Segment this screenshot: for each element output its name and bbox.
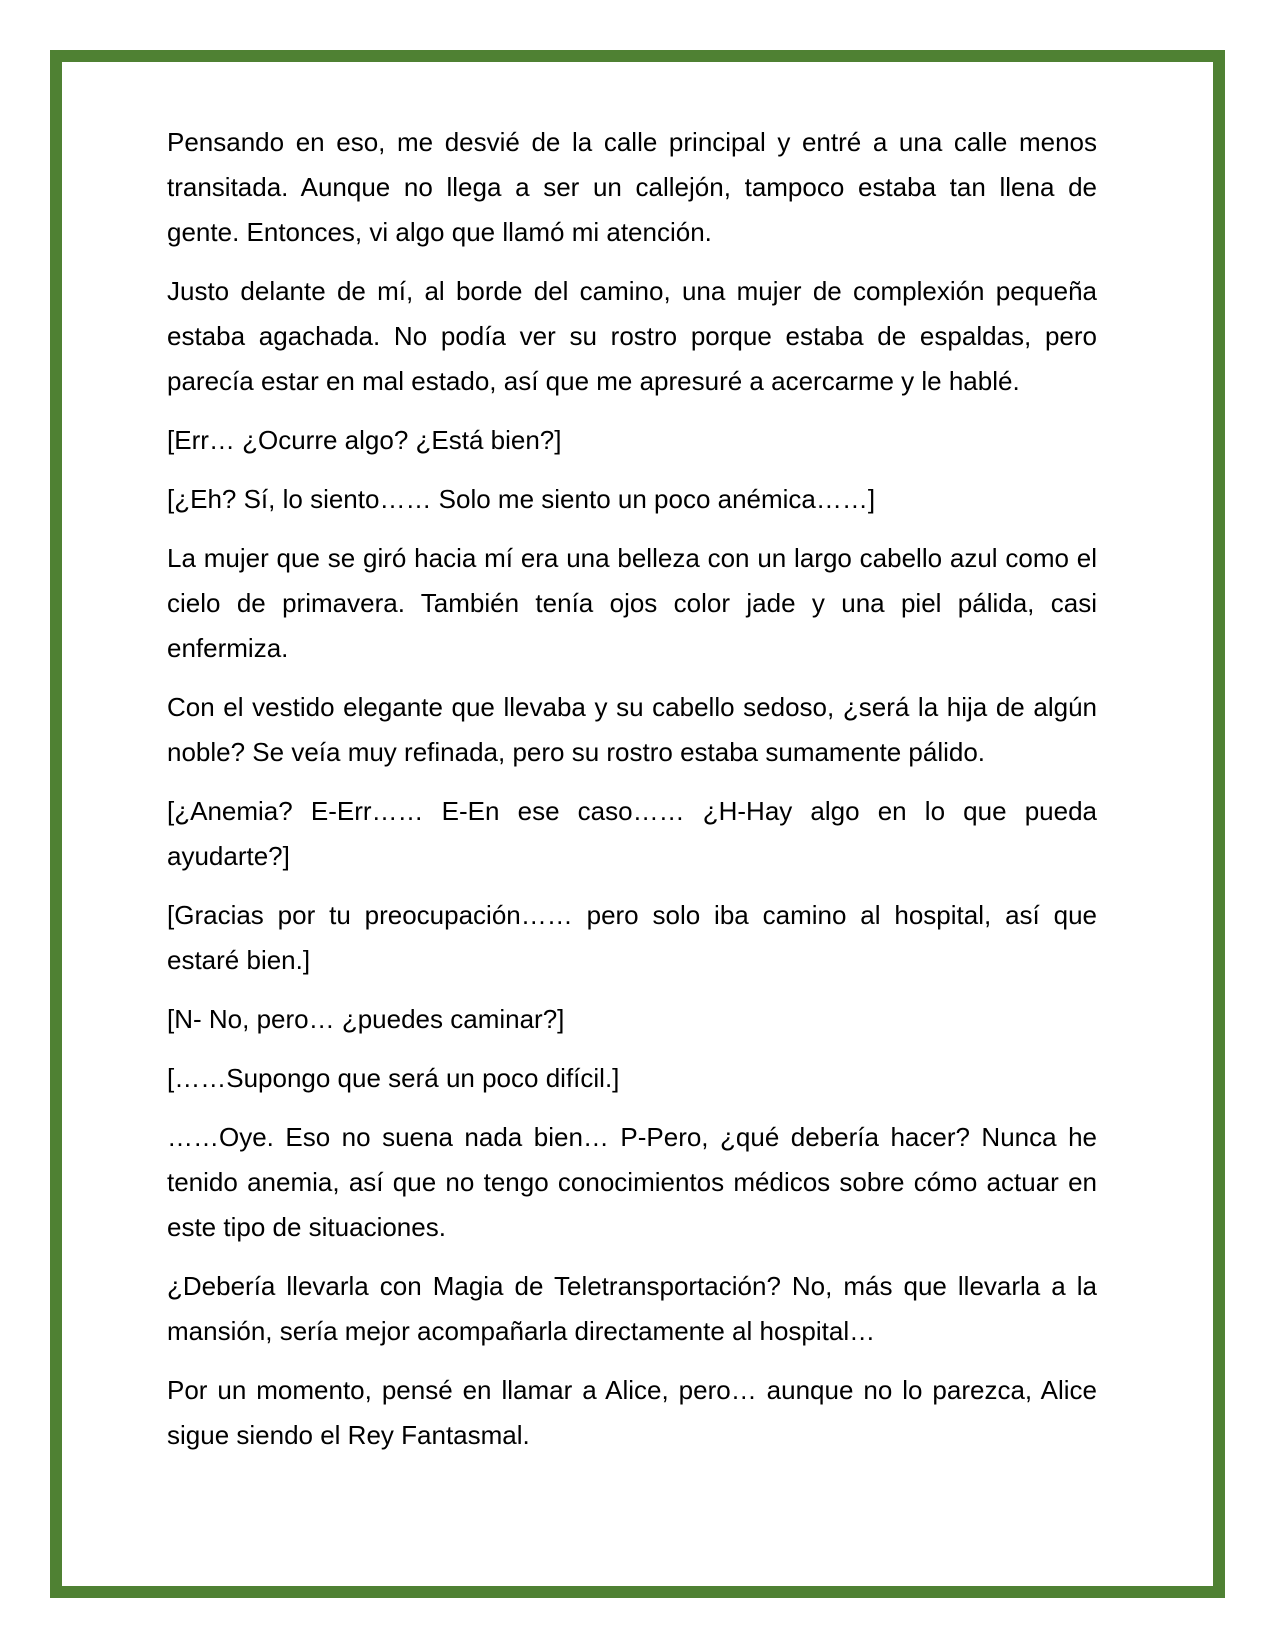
paragraph: ¿Debería llevarla con Magia de Teletransportación? No, más que llevarla a la mansión, sería mejor acompañarla directamente al hospital… (167, 1271, 1097, 1346)
text-content (62, 62, 1213, 1586)
paragraph-dialogue: [¿Eh? Sí, lo siento…… Solo me siento un poco anémica……] (167, 484, 876, 514)
paragraph: Con el vestido elegante que llevaba y su cabello sedoso, ¿será la hija de algún noble? Se veía muy refinada, pero su rostro estaba sumamente pálido. (167, 692, 1097, 767)
paragraph-dialogue: [Err… ¿Ocurre algo? ¿Está bien?] (167, 425, 562, 455)
paragraph-dialogue: [……Supongo que será un poco difícil.] (167, 1063, 620, 1093)
page-border-frame (50, 50, 1225, 1598)
paragraph-dialogue: [¿Anemia? E-Err…… E-En ese caso…… ¿H-Hay algo en lo que pueda ayudarte?] (167, 796, 1097, 871)
paragraph-dialogue: [Gracias por tu preocupación…… pero solo iba camino al hospital, así que estaré bien.] (167, 900, 1097, 975)
paragraph: Justo delante de mí, al borde del camino, una mujer de complexión pequeña estaba agachada. No podía ver su rostro porque estaba de espaldas, pero parecía estar en mal estado, así que me apresuré a acercarme y le hablé. (167, 276, 1097, 396)
paragraph: La mujer que se giró hacia mí era una belleza con un largo cabello azul como el cielo de primavera. También tenía ojos color jade y una piel pálida, casi enfermiza. (167, 543, 1097, 663)
paragraph: ……Oye. Eso no suena nada bien… P-Pero, ¿qué debería hacer? Nunca he tenido anemia, así que no tengo conocimientos médicos sobre cómo actuar en este tipo de situaciones. (167, 1122, 1097, 1242)
paragraph-dialogue: [N- No, pero… ¿puedes caminar?] (167, 1004, 565, 1034)
paragraph: Por un momento, pensé en llamar a Alice, pero… aunque no lo parezca, Alice sigue siendo el Rey Fantasmal. (167, 1375, 1097, 1450)
paragraph: Pensando en eso, me desvié de la calle principal y entré a una calle menos transitada. Aunque no llega a ser un callejón, tampoco estaba tan llena de gente. Entonces, vi algo que llamó mi atención. (167, 127, 1097, 247)
